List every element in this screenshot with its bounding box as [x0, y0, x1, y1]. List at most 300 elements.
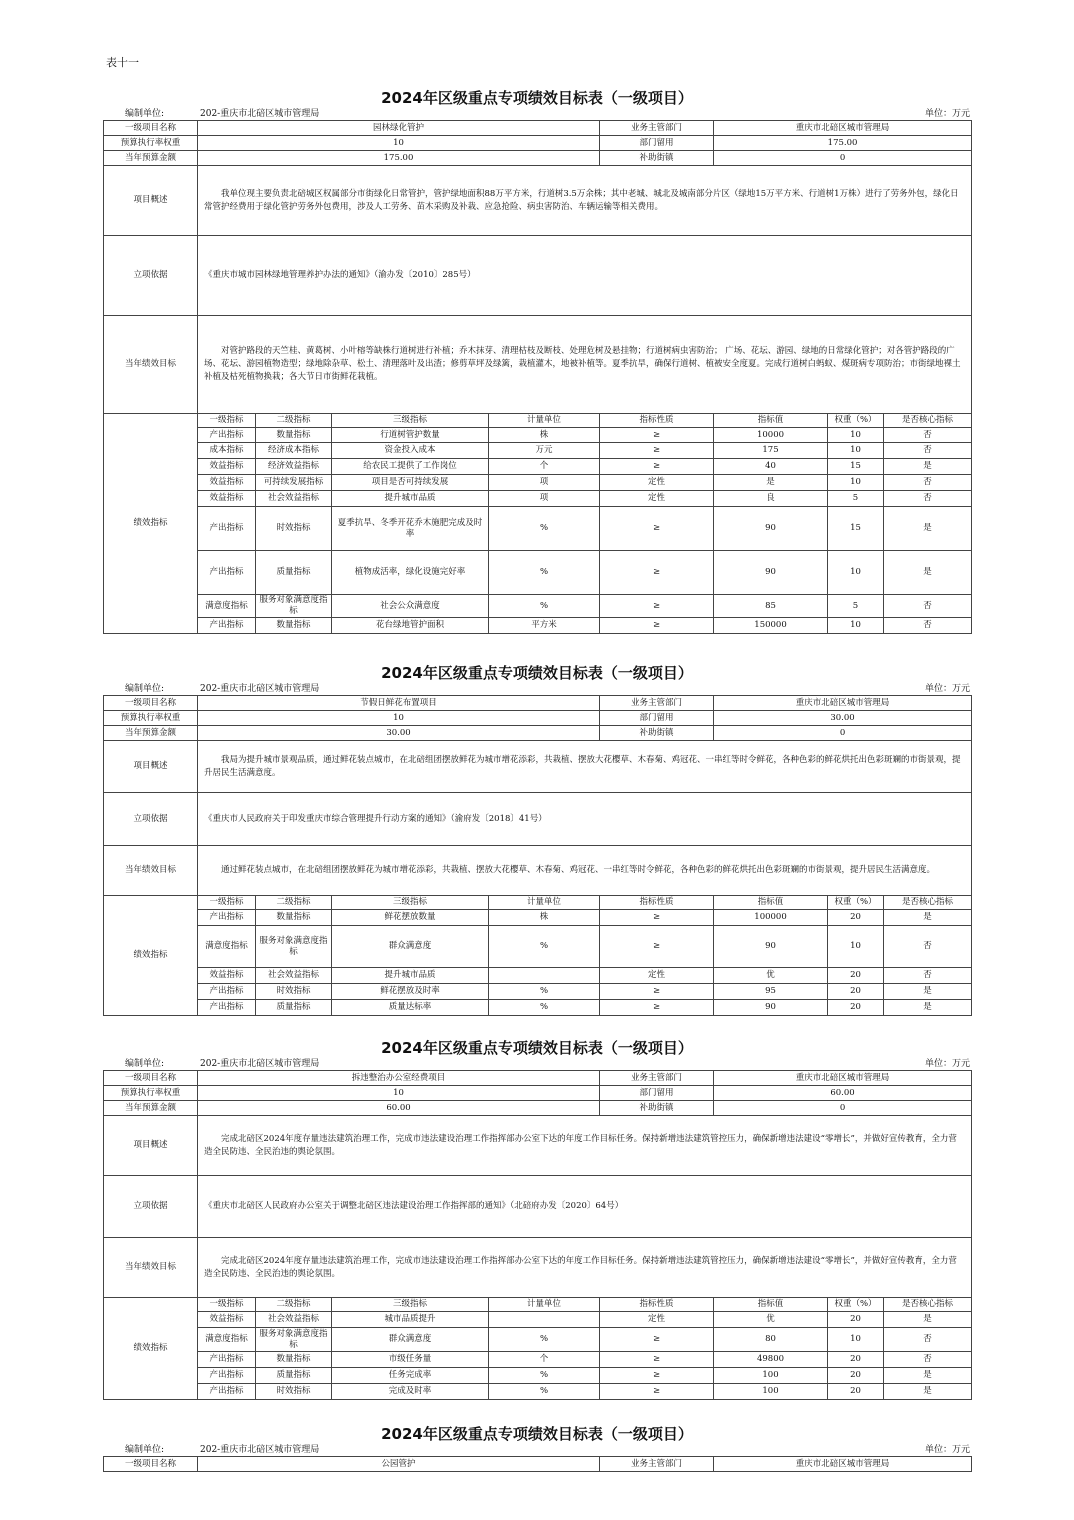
org-label: 编制单位:: [125, 1445, 165, 1455]
indicator-cell: %: [489, 595, 600, 618]
indicator-cell: ≥: [600, 443, 714, 459]
subsidy-value: 0: [714, 726, 972, 741]
indicator-row: [104, 428, 972, 443]
indicator-cell: ≥: [600, 984, 714, 1000]
table-row: [104, 741, 972, 793]
indicator-cell: 效益指标: [198, 459, 256, 475]
indicator-cell: %: [489, 984, 600, 1000]
indicator-cell: 服务对象满意度指标: [256, 1328, 332, 1352]
field-label: 补助街镇: [600, 151, 714, 166]
indicator-cell: 20: [828, 984, 884, 1000]
indicator-cell: 是: [884, 459, 972, 475]
indicator-cell: 完成及时率: [332, 1384, 489, 1400]
field-label: 当年预算金额: [104, 726, 198, 741]
field-label: 部门留用: [600, 136, 714, 151]
indicator-header: 二级指标: [256, 1298, 332, 1312]
project-name: 园林绿化管护: [198, 121, 600, 136]
field-label: 立项依据: [104, 1176, 198, 1238]
indicator-cell: 85: [714, 595, 828, 618]
indicator-cell: 49800: [714, 1352, 828, 1368]
indicator-cell: 100: [714, 1368, 828, 1384]
field-label: 业务主管部门: [600, 696, 714, 711]
page-label: 表十一: [106, 56, 139, 69]
field-label: 预算执行率权重: [104, 1086, 198, 1101]
indicator-cell: 服务对象满意度指标: [256, 595, 332, 618]
indicator-header: 三级指标: [332, 896, 489, 910]
indicator-cell: 项目是否可持续发展: [332, 475, 489, 491]
indicator-cell: 质量指标: [256, 1000, 332, 1016]
indicator-cell: 服务对象满意度指标: [256, 926, 332, 968]
indicator-cell: 可持续发展指标: [256, 475, 332, 491]
indicator-cell: 10: [828, 551, 884, 595]
indicator-cell: 质量达标率: [332, 1000, 489, 1016]
indicator-cell: 否: [884, 595, 972, 618]
dept-value: 重庆市北碚区城市管理局: [714, 1457, 972, 1472]
field-label: 当年绩效目标: [104, 846, 198, 896]
indicator-cell: 否: [884, 618, 972, 634]
goal-text: 对管护路段的天竺桂、黄葛树、小叶榕等缺株行道树进行补植；乔木抹芽、清理枯枝及断枝、处理危树及悬挂物；行道树病虫害防治； 广场、花坛、游园、绿地的日常绿化管护；对各管护路段的广场、花坛、游园植物造型；绿地除杂草、松土、清理落叶及出渣；修剪草坪及绿篱，栽植灌木，地被补植等。夏季抗旱，确保行道树、植被安全度夏。完成行道树白蚂蚁、煤斑病专项防治；市街绿地裸土补植及枯死植物换栽；各大节日市街鲜花栽植。: [198, 316, 972, 414]
indicator-cell: 优: [714, 1312, 828, 1328]
field-label: 业务主管部门: [600, 1071, 714, 1086]
indicator-header: 指标值: [714, 896, 828, 910]
indicator-cell: ≥: [600, 618, 714, 634]
indicator-cell: 夏季抗旱、冬季开花乔木施肥完成及时率: [332, 507, 489, 551]
table-row: [104, 236, 972, 316]
indicator-header: 指标性质: [600, 896, 714, 910]
indicator-cell: 效益指标: [198, 1312, 256, 1328]
indicator-cell: 植物成活率，绿化设施完好率: [332, 551, 489, 595]
indicator-header: 三级指标: [332, 414, 489, 428]
indicator-cell: 否: [884, 491, 972, 507]
indicator-cell: 提升城市品质: [332, 968, 489, 984]
budget-value: 175.00: [198, 151, 600, 166]
field-label: 一级项目名称: [104, 696, 198, 711]
table-row: [104, 121, 972, 136]
indicator-cell: 20: [828, 1368, 884, 1384]
indicator-cell: 产出指标: [198, 428, 256, 443]
table-row: [104, 1116, 972, 1176]
unit-label: 单位：万元: [924, 1059, 970, 1069]
unit-label: 单位：万元: [924, 109, 970, 119]
indicator-cell: 提升城市品质: [332, 491, 489, 507]
indicator-cell: 鲜花摆放及时率: [332, 984, 489, 1000]
indicator-header: 指标性质: [600, 414, 714, 428]
indicator-cell: 是: [884, 507, 972, 551]
table-meta: [103, 108, 971, 120]
field-label: 绩效指标: [104, 414, 198, 634]
dept-retain-value: 30.00: [714, 711, 972, 726]
indicator-cell: 质量指标: [256, 551, 332, 595]
indicator-header: 一级指标: [198, 414, 256, 428]
table-row: [104, 1086, 972, 1101]
indicator-cell: 否: [884, 475, 972, 491]
indicator-cell: 10: [828, 1328, 884, 1352]
indicator-cell: 20: [828, 910, 884, 926]
indicator-cell: 社会公众满意度: [332, 595, 489, 618]
table-row: [104, 1101, 972, 1116]
indicator-cell: 90: [714, 507, 828, 551]
indicator-cell: 100: [714, 1384, 828, 1400]
indicator-row: [104, 910, 972, 926]
indicator-header: 计量单位: [489, 1298, 600, 1312]
indicator-header: 三级指标: [332, 1298, 489, 1312]
indicator-row: [104, 1312, 972, 1328]
dept-retain-value: 175.00: [714, 136, 972, 151]
performance-table-section: [103, 1038, 971, 1400]
indicator-cell: 否: [884, 443, 972, 459]
indicator-row: [104, 443, 972, 459]
indicator-header: 是否核心指标: [884, 896, 972, 910]
indicator-cell: 否: [884, 428, 972, 443]
indicator-cell: 株: [489, 428, 600, 443]
indicator-cell: 数量指标: [256, 618, 332, 634]
indicator-row: [104, 1328, 972, 1352]
indicator-cell: 产出指标: [198, 1000, 256, 1016]
indicator-row: [104, 1384, 972, 1400]
indicator-cell: 产出指标: [198, 1352, 256, 1368]
table-row: [104, 1071, 972, 1086]
table-row: [104, 711, 972, 726]
indicator-cell: 是: [884, 910, 972, 926]
table-row: [104, 1457, 972, 1472]
field-label: 绩效指标: [104, 896, 198, 1016]
indicator-cell: 15: [828, 507, 884, 551]
indicator-cell: 满意度指标: [198, 926, 256, 968]
indicator-cell: 否: [884, 1328, 972, 1352]
dept-value: 重庆市北碚区城市管理局: [714, 696, 972, 711]
goal-text: 完成北碚区2024年度存量违法建筑治理工作，完成市违法建设治理工作指挥部办公室下达的年度工作目标任务。保持新增违法建筑管控压力，确保新增违法建设“零增长”，并做好宣传教育，全力营造全民防违、全民治违的舆论氛围。: [198, 1238, 972, 1298]
table-row: [104, 1176, 972, 1238]
table-title: 2024年区级重点专项绩效目标表（一级项目）: [381, 89, 693, 107]
indicator-row: [104, 968, 972, 984]
indicator-cell: 城市品质提升: [332, 1312, 489, 1328]
overview-text: 完成北碚区2024年度存量违法建筑治理工作，完成市违法建设治理工作指挥部办公室下达的年度工作目标任务。保持新增违法建筑管控压力，确保新增违法建设“零增长”，并做好宣传教育，全力营造全民防违、全民治违的舆论氛围。: [198, 1116, 972, 1176]
field-label: 业务主管部门: [600, 121, 714, 136]
indicator-cell: 是: [714, 475, 828, 491]
dept-value: 重庆市北碚区城市管理局: [714, 1071, 972, 1086]
project-name: 节假日鲜花布置项目: [198, 696, 600, 711]
budget-value: 60.00: [198, 1101, 600, 1116]
table-meta: [103, 1444, 971, 1456]
indicator-header: 指标值: [714, 414, 828, 428]
indicator-cell: 产出指标: [198, 984, 256, 1000]
indicator-cell: 是: [884, 984, 972, 1000]
table-row: [104, 793, 972, 846]
indicator-cell: 150000: [714, 618, 828, 634]
org-label: 编制单位:: [125, 1059, 165, 1069]
field-label: 当年预算金额: [104, 1101, 198, 1116]
indicator-cell: ≥: [600, 926, 714, 968]
indicator-cell: 鲜花摆放数量: [332, 910, 489, 926]
indicator-cell: 产出指标: [198, 618, 256, 634]
indicator-cell: 项: [489, 475, 600, 491]
table-row: [104, 846, 972, 896]
field-label: 部门留用: [600, 711, 714, 726]
indicator-header: 是否核心指标: [884, 1298, 972, 1312]
indicator-cell: 产出指标: [198, 1384, 256, 1400]
indicator-cell: 80: [714, 1328, 828, 1352]
weight-value: 10: [198, 1086, 600, 1101]
indicator-header-row: [104, 1298, 972, 1312]
field-label: 绩效指标: [104, 1298, 198, 1400]
performance-table: [103, 120, 972, 634]
indicator-row: [104, 1368, 972, 1384]
indicator-cell: 产出指标: [198, 910, 256, 926]
overview-text: 我单位现主要负责北碚城区权属部分市街绿化日常管护，管护绿地面积88万平方米，行道树3.5万余株；其中老城、城北及城南部分片区（绿地15万平方米、行道树1万株）进行了劳务外包，绿化日常管护经费用于绿化管护劳务外包费用，涉及人工劳务、苗木采购及补栽、应急抢险、病虫害防治、车辆运输等相关费用。: [198, 166, 972, 236]
basis-text: 《重庆市人民政府关于印发重庆市综合管理提升行动方案的通知》（渝府发〔2018〕41号）: [198, 793, 972, 846]
subsidy-value: 0: [714, 151, 972, 166]
indicator-cell: %: [489, 507, 600, 551]
indicator-cell: 90: [714, 1000, 828, 1016]
dept-retain-value: 60.00: [714, 1086, 972, 1101]
indicator-cell: 质量指标: [256, 1368, 332, 1384]
performance-table: [103, 1070, 972, 1400]
indicator-cell: 5: [828, 595, 884, 618]
indicator-cell: 数量指标: [256, 1352, 332, 1368]
indicator-cell: 定性: [600, 491, 714, 507]
indicator-cell: 行道树管护数量: [332, 428, 489, 443]
field-label: 一级项目名称: [104, 121, 198, 136]
indicator-cell: 平方米: [489, 618, 600, 634]
indicator-cell: 花台绿地管护面积: [332, 618, 489, 634]
org-value: 202-重庆市北碚区城市管理局: [200, 1059, 320, 1069]
indicator-cell: 资金投入成本: [332, 443, 489, 459]
indicator-cell: 是: [884, 551, 972, 595]
table-row: [104, 696, 972, 711]
project-name: 公园管护: [198, 1457, 600, 1472]
table-row: [104, 166, 972, 236]
indicator-cell: ≥: [600, 595, 714, 618]
indicator-cell: ≥: [600, 910, 714, 926]
table-meta: [103, 683, 971, 695]
indicator-header: 权重（%）: [828, 414, 884, 428]
weight-value: 10: [198, 136, 600, 151]
indicator-cell: ≥: [600, 1352, 714, 1368]
performance-table: [103, 695, 972, 1016]
indicator-cell: 10: [828, 475, 884, 491]
indicator-cell: %: [489, 551, 600, 595]
indicator-header-row: [104, 896, 972, 910]
field-label: 预算执行率权重: [104, 136, 198, 151]
indicator-cell: 产出指标: [198, 1368, 256, 1384]
indicator-header: 指标值: [714, 1298, 828, 1312]
indicator-cell: %: [489, 1368, 600, 1384]
indicator-header: 指标性质: [600, 1298, 714, 1312]
indicator-header-row: [104, 414, 972, 428]
org-value: 202-重庆市北碚区城市管理局: [200, 684, 320, 694]
field-label: 预算执行率权重: [104, 711, 198, 726]
indicator-cell: %: [489, 926, 600, 968]
indicator-cell: 市级任务量: [332, 1352, 489, 1368]
field-label: 部门留用: [600, 1086, 714, 1101]
dept-value: 重庆市北碚区城市管理局: [714, 121, 972, 136]
field-label: 当年预算金额: [104, 151, 198, 166]
indicator-cell: 产出指标: [198, 507, 256, 551]
indicator-header: 二级指标: [256, 896, 332, 910]
budget-value: 30.00: [198, 726, 600, 741]
field-label: 补助街镇: [600, 726, 714, 741]
indicator-cell: 定性: [600, 475, 714, 491]
project-name: 拆违整治办公室经费项目: [198, 1071, 600, 1086]
indicator-cell: 经济成本指标: [256, 443, 332, 459]
indicator-cell: 90: [714, 926, 828, 968]
indicator-row: [104, 459, 972, 475]
indicator-row: [104, 491, 972, 507]
overview-text: 我局为提升城市景观品质，通过鲜花装点城市，在北碚组团摆放鲜花为城市增花添彩，共栽植、摆放大花樱草、木春菊、鸡冠花、一串红等时令鲜花，各种色彩的鲜花烘托出色彩斑斓的市街景观，提升居民生活满意度。: [198, 741, 972, 793]
indicator-cell: 项: [489, 491, 600, 507]
indicator-cell: ≥: [600, 551, 714, 595]
performance-table-section: [103, 1424, 971, 1472]
indicator-cell: ≥: [600, 1384, 714, 1400]
indicator-row: [104, 595, 972, 618]
indicator-cell: 否: [884, 1352, 972, 1368]
indicator-row: [104, 1352, 972, 1368]
indicator-header: 一级指标: [198, 896, 256, 910]
basis-text: 《重庆市城市园林绿地管理养护办法的通知》（渝办发〔2010〕285号）: [198, 236, 972, 316]
indicator-row: [104, 475, 972, 491]
field-label: 补助街镇: [600, 1101, 714, 1116]
indicator-cell: 产出指标: [198, 551, 256, 595]
indicator-header: 一级指标: [198, 1298, 256, 1312]
field-label: 立项依据: [104, 793, 198, 846]
indicator-cell: 个: [489, 1352, 600, 1368]
indicator-cell: 10: [828, 926, 884, 968]
indicator-cell: 15: [828, 459, 884, 475]
indicator-cell: 个: [489, 459, 600, 475]
field-label: 当年绩效目标: [104, 1238, 198, 1298]
indicator-cell: ≥: [600, 459, 714, 475]
indicator-header: 权重（%）: [828, 1298, 884, 1312]
subsidy-value: 0: [714, 1101, 972, 1116]
indicator-cell: 社会效益指标: [256, 968, 332, 984]
indicator-cell: [489, 968, 600, 984]
indicator-cell: ≥: [600, 1000, 714, 1016]
indicator-cell: 10000: [714, 428, 828, 443]
table-title: 2024年区级重点专项绩效目标表（一级项目）: [381, 664, 693, 682]
table-meta: [103, 1058, 971, 1070]
performance-table-section: [103, 663, 971, 1016]
indicator-cell: ≥: [600, 1368, 714, 1384]
indicator-cell: %: [489, 1328, 600, 1352]
indicator-cell: 满意度指标: [198, 1328, 256, 1352]
table-row: [104, 136, 972, 151]
indicator-cell: ≥: [600, 428, 714, 443]
indicator-cell: 是: [884, 1368, 972, 1384]
indicator-row: [104, 984, 972, 1000]
indicator-cell: 效益指标: [198, 475, 256, 491]
indicator-row: [104, 926, 972, 968]
indicator-cell: 定性: [600, 968, 714, 984]
indicator-cell: 20: [828, 1312, 884, 1328]
basis-text: 《重庆市北碚区人民政府办公室关于调整北碚区违法建设治理工作指挥部的通知》（北碚府办发〔2020〕64号）: [198, 1176, 972, 1238]
field-label: 一级项目名称: [104, 1457, 198, 1472]
table-row: [104, 1238, 972, 1298]
indicator-cell: 20: [828, 1352, 884, 1368]
indicator-row: [104, 1000, 972, 1016]
indicator-row: [104, 551, 972, 595]
indicator-header: 计量单位: [489, 414, 600, 428]
indicator-cell: 20: [828, 1384, 884, 1400]
indicator-header: 是否核心指标: [884, 414, 972, 428]
indicator-cell: 时效指标: [256, 1384, 332, 1400]
indicator-cell: 优: [714, 968, 828, 984]
field-label: 项目概述: [104, 166, 198, 236]
org-label: 编制单位:: [125, 109, 165, 119]
indicator-cell: 10: [828, 428, 884, 443]
indicator-cell: %: [489, 1000, 600, 1016]
indicator-cell: 群众满意度: [332, 1328, 489, 1352]
table-row: [104, 726, 972, 741]
field-label: 当年绩效目标: [104, 316, 198, 414]
indicator-cell: 社会效益指标: [256, 491, 332, 507]
indicator-cell: 万元: [489, 443, 600, 459]
indicator-cell: 10: [828, 618, 884, 634]
indicator-cell: 给农民工提供了工作岗位: [332, 459, 489, 475]
indicator-row: [104, 507, 972, 551]
indicator-cell: 效益指标: [198, 968, 256, 984]
unit-label: 单位：万元: [924, 684, 970, 694]
table-row: [104, 151, 972, 166]
indicator-header: 权重（%）: [828, 896, 884, 910]
indicator-cell: ≥: [600, 507, 714, 551]
table-title: 2024年区级重点专项绩效目标表（一级项目）: [381, 1039, 693, 1057]
indicator-row: [104, 618, 972, 634]
weight-value: 10: [198, 711, 600, 726]
indicator-cell: 时效指标: [256, 984, 332, 1000]
indicator-cell: 40: [714, 459, 828, 475]
indicator-cell: 群众满意度: [332, 926, 489, 968]
performance-table-section: [103, 88, 971, 634]
table-title: 2024年区级重点专项绩效目标表（一级项目）: [381, 1425, 693, 1443]
org-value: 202-重庆市北碚区城市管理局: [200, 1445, 320, 1455]
indicator-cell: ≥: [600, 1328, 714, 1352]
indicator-cell: [489, 1312, 600, 1328]
field-label: 一级项目名称: [104, 1071, 198, 1086]
indicator-cell: 效益指标: [198, 491, 256, 507]
field-label: 业务主管部门: [600, 1457, 714, 1472]
indicator-cell: 数量指标: [256, 428, 332, 443]
indicator-cell: 数量指标: [256, 910, 332, 926]
unit-label: 单位：万元: [924, 1445, 970, 1455]
indicator-cell: 是: [884, 1312, 972, 1328]
indicator-cell: 经济效益指标: [256, 459, 332, 475]
indicator-cell: 时效指标: [256, 507, 332, 551]
indicator-cell: 社会效益指标: [256, 1312, 332, 1328]
indicator-cell: 20: [828, 968, 884, 984]
indicator-cell: 是: [884, 1384, 972, 1400]
indicator-cell: 株: [489, 910, 600, 926]
indicator-cell: 90: [714, 551, 828, 595]
indicator-cell: 是: [884, 1000, 972, 1016]
performance-table: [103, 1456, 972, 1472]
org-label: 编制单位:: [125, 684, 165, 694]
field-label: 立项依据: [104, 236, 198, 316]
indicator-cell: 任务完成率: [332, 1368, 489, 1384]
org-value: 202-重庆市北碚区城市管理局: [200, 109, 320, 119]
indicator-header: 计量单位: [489, 896, 600, 910]
table-row: [104, 316, 972, 414]
indicator-cell: 100000: [714, 910, 828, 926]
indicator-cell: 否: [884, 926, 972, 968]
indicator-cell: 20: [828, 1000, 884, 1016]
indicator-cell: 成本指标: [198, 443, 256, 459]
indicator-cell: 良: [714, 491, 828, 507]
indicator-cell: 95: [714, 984, 828, 1000]
indicator-cell: 定性: [600, 1312, 714, 1328]
indicator-cell: 否: [884, 968, 972, 984]
indicator-cell: 5: [828, 491, 884, 507]
indicator-header: 二级指标: [256, 414, 332, 428]
